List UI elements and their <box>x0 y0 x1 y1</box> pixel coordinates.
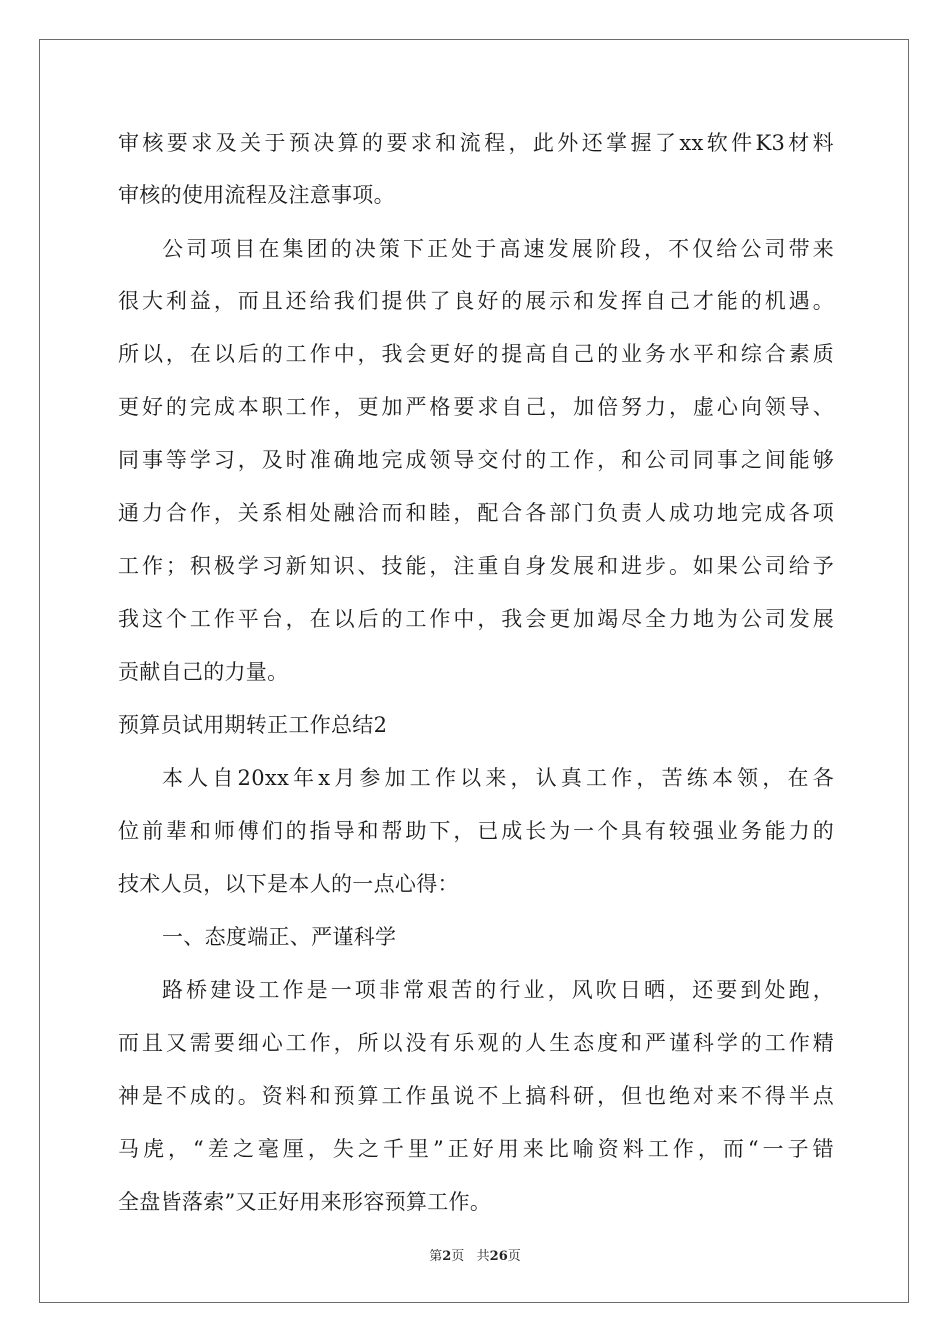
text-line: 而且又需要细心工作，所以没有乐观的人生态度和严谨科学的工作精 <box>118 1031 834 1055</box>
footer-suffix: 页 <box>507 1249 521 1264</box>
text-line: 神是不成的。资料和预算工作虽说不上搞科研，但也绝对来不得半点 <box>118 1084 834 1108</box>
text-line: 技术人员，以下是本人的一点心得： <box>118 872 459 896</box>
text-line: 所以，在以后的工作中，我会更好的提高自己的业务水平和综合素质 <box>118 342 834 366</box>
footer-middle: 页 共 <box>451 1249 490 1264</box>
text-line: 很大利益，而且还给我们提供了良好的展示和发挥自己才能的机遇。 <box>118 289 834 313</box>
text-line: 通力合作，关系相处融洽而和睦，配合各部门负责人成功地完成各项 <box>118 501 834 525</box>
text-line: 我这个工作平台，在以后的工作中，我会更加竭尽全力地为公司发展 <box>118 607 834 631</box>
text-line: 公司项目在集团的决策下正处于高速发展阶段，不仅给公司带来 <box>162 237 834 261</box>
text-line: 审核的使用流程及注意事项。 <box>118 183 395 207</box>
subsection-heading: 一、态度端正、严谨科学 <box>162 925 397 949</box>
section-heading: 预算员试用期转正工作总结2 <box>118 713 388 737</box>
text-line: 审核要求及关于预决算的要求和流程，此外还掌握了xx软件K3材料 <box>118 131 834 155</box>
text-line: 马虎，“差之毫厘，失之千里”正好用来比喻资料工作，而“一子错 <box>118 1137 834 1161</box>
text-line: 更好的完成本职工作，更加严格要求自己，加倍努力，虚心向领导、 <box>118 395 834 419</box>
text-line: 本人自20xx年x月参加工作以来，认真工作，苦练本领，在各 <box>162 766 834 790</box>
text-line: 贡献自己的力量。 <box>118 660 289 684</box>
text-line: 全盘皆落索”又正好用来形容预算工作。 <box>118 1190 492 1214</box>
text-line: 路桥建设工作是一项非常艰苦的行业，风吹日晒，还要到处跑， <box>162 978 834 1002</box>
current-page-number: 2 <box>442 1249 452 1264</box>
text-line: 位前辈和师傅们的指导和帮助下，已成长为一个具有较强业务能力的 <box>118 819 834 843</box>
total-page-number: 26 <box>489 1249 508 1264</box>
text-line: 同事等学习，及时准确地完成领导交付的工作，和公司同事之间能够 <box>118 448 834 472</box>
footer-prefix: 第 <box>429 1249 443 1264</box>
text-line: 工作；积极学习新知识、技能，注重自身发展和进步。如果公司给予 <box>118 554 834 578</box>
page-footer <box>0 1247 950 1267</box>
